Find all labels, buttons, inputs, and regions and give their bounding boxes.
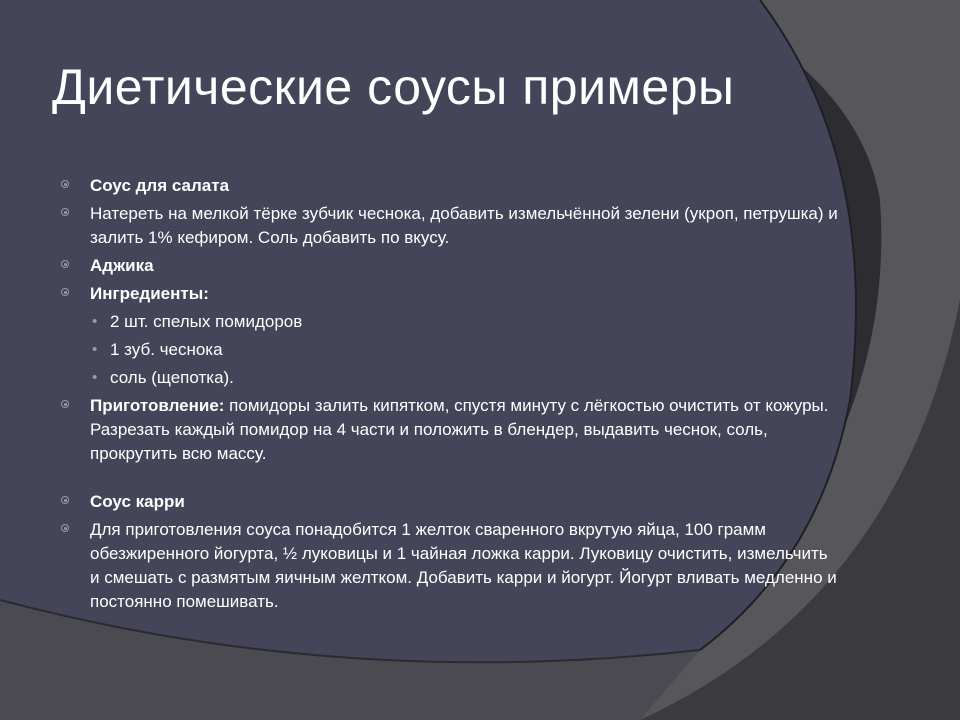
- circle-bullet-icon: [61, 260, 69, 268]
- dot-bullet-icon: •: [92, 369, 98, 386]
- circle-bullet-icon: [61, 400, 69, 408]
- list-item-salad-text: [58, 202, 838, 250]
- curry-text: Для приготовления соуса понадобится 1 желток сваренного вкрутую яйца, 100 грамм обезжиренного йогурта, ½ луковицы и 1 чайная ложка карри. Луковицу очистить, измельчить и смешать с размятым яичным желтком. Добавить карри и йогурт. Йогурт вливать медленно и постоянно помешивать.: [90, 520, 837, 611]
- page-title: Диетические соусы примеры: [52, 59, 735, 115]
- list-item-curry-heading: [58, 490, 838, 514]
- list-item-preparation: [58, 394, 838, 466]
- circle-bullet-icon: [61, 208, 69, 216]
- dot-bullet-icon: •: [92, 341, 98, 358]
- prep-label: Приготовление:: [90, 396, 225, 415]
- dot-bullet-icon: •: [92, 313, 98, 330]
- slide-content: [58, 174, 838, 618]
- sub-item-ingredient: [58, 366, 838, 390]
- sub-item-ingredient: [58, 338, 838, 362]
- salad-heading: Соус для салата: [90, 176, 230, 195]
- circle-bullet-icon: [61, 180, 69, 188]
- ingredient-text: соль (щепотка).: [110, 368, 234, 387]
- ingredients-label: Ингредиенты:: [90, 284, 209, 303]
- prep-text: помидоры залить кипятком, спустя минуту с лёгкостью очистить от кожуры. Разрезать каждый помидор на 4 части и положить в блендер, выдавить чеснок, соль, прокрутить всю массу.: [90, 396, 829, 463]
- spacer: [58, 470, 838, 490]
- curry-heading: Соус карри: [90, 492, 185, 511]
- circle-bullet-icon: [61, 288, 69, 296]
- list-item-salad-heading: [58, 174, 838, 198]
- ingredient-text: 1 зуб. чеснока: [110, 340, 223, 359]
- circle-bullet-icon: [61, 496, 69, 504]
- adjika-heading: Аджика: [90, 256, 154, 275]
- list-item-ingredients-label: [58, 282, 838, 306]
- list-item-adjika-heading: [58, 254, 838, 278]
- list-item-curry-text: [58, 518, 838, 614]
- ingredient-text: 2 шт. спелых помидоров: [110, 312, 303, 331]
- circle-bullet-icon: [61, 524, 69, 532]
- salad-text: Натереть на мелкой тёрке зубчик чеснока, добавить измельчённой зелени (укроп, петрушка) и залить 1% кефиром. Соль добавить по вкусу.: [90, 204, 838, 247]
- sub-item-ingredient: [58, 310, 838, 334]
